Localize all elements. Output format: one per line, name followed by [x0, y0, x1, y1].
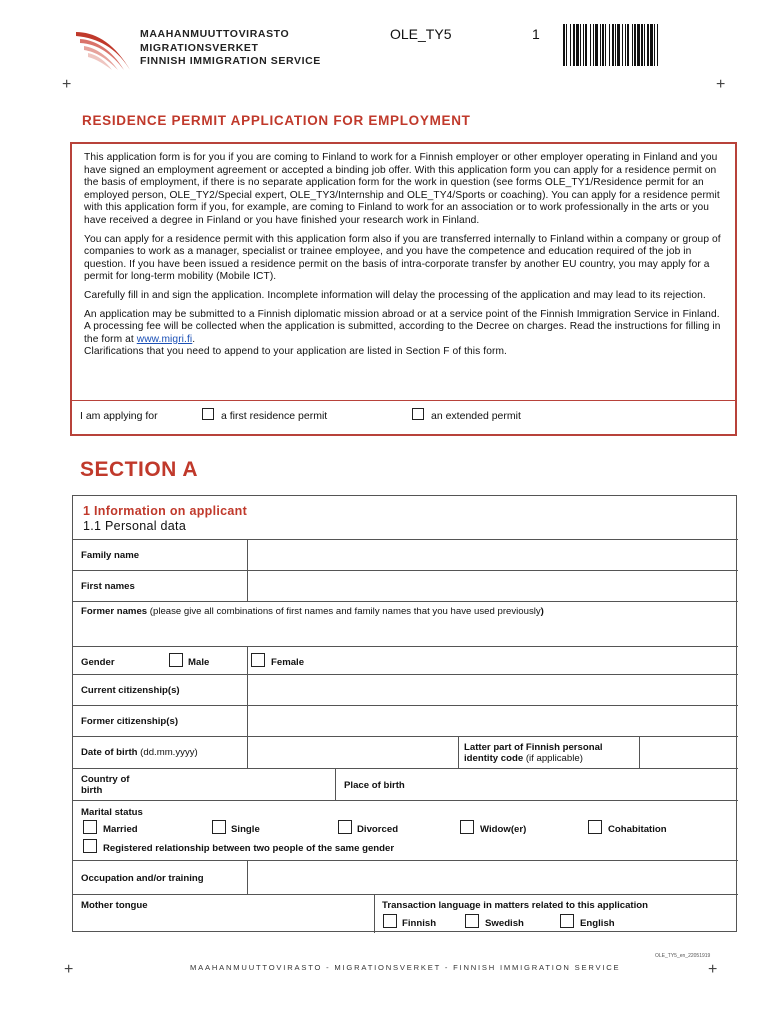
personal-identity-code-field[interactable]	[641, 737, 736, 767]
country-of-birth-line-2: birth	[81, 785, 103, 796]
cohabitation-label: Cohabitation	[608, 824, 667, 835]
page-number: 1	[532, 26, 540, 42]
swedish-label: Swedish	[485, 918, 524, 929]
pic-bold: identity code	[464, 753, 524, 764]
migri-link[interactable]: www.migri.fi	[136, 333, 193, 345]
first-names-field[interactable]	[249, 571, 736, 600]
form-version-code: OLE_TY5_en_22051919	[655, 953, 711, 959]
single-label: Single	[231, 824, 260, 835]
date-of-birth-label	[81, 747, 198, 758]
finnish-label: Finnish	[402, 918, 437, 929]
female-checkbox[interactable]	[251, 653, 265, 667]
occupation-field[interactable]	[249, 861, 736, 893]
footer-agency-line: MAAHANMUUTTOVIRASTO - MIGRATIONSVERKET - FINNISH IMMIGRATION SERVICE	[190, 963, 621, 972]
applying-for-label: I am applying for	[80, 410, 158, 422]
female-label: Female	[271, 657, 305, 668]
form-code: OLE_TY5	[390, 26, 452, 42]
former-citizenship-label: Former citizenship(s)	[81, 716, 179, 727]
former-citizenship-field[interactable]	[249, 706, 736, 735]
barcode	[563, 24, 735, 66]
place-of-birth-label: Place of birth	[344, 780, 405, 791]
registration-mark-top-right: +	[716, 76, 726, 93]
english-checkbox[interactable]	[560, 914, 574, 928]
place-of-birth-field[interactable]	[423, 769, 736, 799]
transaction-language-label: Transaction language in matters related to this application	[382, 900, 649, 911]
dob-note: (dd.mm.yyyy)	[137, 747, 198, 758]
pic-note: (if applicable)	[523, 753, 583, 764]
male-label: Male	[188, 657, 210, 668]
first-permit-checkbox[interactable]	[202, 408, 214, 420]
intro-paragraph-3: Carefully fill in and sign the application. Incomplete information will delay the processing of the application and may lead to its rejection.	[84, 289, 706, 301]
intro-paragraph-2: You can apply for a residence permit with this application form also if you are transferred internally to Finland within a company or group of companies to work as a manager, specialist or trainee employee, and you have the competence and education required of the job in question. If you have been issued a residence permit on the basis of intra-corporate transfer by another EU country, you may apply for a permit for long-term mobility (Mobile ICT).	[84, 233, 721, 283]
former-names-field[interactable]	[75, 620, 735, 644]
marital-status-label: Marital status	[81, 807, 143, 818]
intro-paragraph-4-text: An application may be submitted to a Finnish diplomatic mission abroad or at a service point of the Finnish Immigration Service in Finland. A processing fee will be collected when the application is submitted, according to the Decree on charges. Read the instructions for filling in the form at	[84, 308, 721, 345]
former-names-label	[81, 606, 544, 617]
gender-label: Gender	[81, 657, 115, 668]
personal-identity-code-label	[464, 742, 603, 764]
former-names-note: (please give all combinations of first names and family names that you have used previously	[147, 606, 541, 617]
cohabitation-checkbox[interactable]	[588, 820, 602, 834]
male-checkbox[interactable]	[169, 653, 183, 667]
married-label: Married	[103, 824, 138, 835]
divorced-checkbox[interactable]	[338, 820, 352, 834]
single-checkbox[interactable]	[212, 820, 226, 834]
section-a-title: SECTION A	[80, 458, 199, 481]
family-name-field[interactable]	[249, 540, 736, 569]
former-names-bold: Former names	[81, 606, 148, 617]
agency-name	[140, 28, 321, 69]
agency-name-fi: MAAHANMUUTTOVIRASTO	[140, 28, 290, 40]
swedish-checkbox[interactable]	[465, 914, 479, 928]
registered-relationship-checkbox[interactable]	[83, 839, 97, 853]
registration-mark-bottom-right: +	[708, 961, 718, 978]
date-of-birth-field[interactable]	[249, 737, 457, 767]
applying-for-row	[72, 400, 735, 435]
divorced-label: Divorced	[357, 824, 399, 835]
intro-box	[70, 142, 737, 436]
mother-tongue-label: Mother tongue	[81, 900, 148, 911]
country-of-birth-line-1: Country of	[81, 774, 130, 785]
extended-permit-checkbox[interactable]	[412, 408, 424, 420]
registration-mark-bottom-left: +	[64, 961, 74, 978]
registered-relationship-label: Registered relationship between two people of the same gender	[103, 843, 395, 854]
agency-logo	[74, 26, 138, 74]
widow-checkbox[interactable]	[460, 820, 474, 834]
widow-label: Widow(er)	[480, 824, 527, 835]
pic-line-2	[464, 753, 603, 764]
first-names-label: First names	[81, 581, 135, 592]
applicant-info-form	[72, 495, 737, 932]
registration-mark-top-left: +	[62, 76, 72, 93]
dob-bold: Date of birth	[81, 747, 138, 758]
current-citizenship-field[interactable]	[249, 675, 736, 704]
former-names-close: )	[540, 606, 544, 617]
country-of-birth-label	[81, 774, 130, 796]
intro-paragraph-5: Clarifications that you need to append to your application are listed in Section F of this form.	[84, 346, 507, 358]
subsection-heading: 1.1 Personal data	[83, 519, 187, 533]
intro-paragraph-4	[84, 309, 724, 347]
page-title: RESIDENCE PERMIT APPLICATION FOR EMPLOYMENT	[82, 113, 471, 128]
intro-paragraph-1: This application form is for you if you are coming to Finland to work for a Finnish employer or other employer operating in Finland and you have signed an employment agreement or accepted a binding job offer. With this application form you can apply for a residence permit on the basis of employment, if there is no separate application form for the work in question (see forms OLE_TY1/Residence permit for an employed person, OLE_TY2/Special expert, OLE_TY3/Internship and OLE_TY4/Sports or coaching). You can apply for a residence permit with this application form if you, for example, are coming to Finland to work for an association or to work professionally in the arts or you have received a degree in Finland or you have finished your research work in Finland.	[84, 152, 720, 226]
family-name-label: Family name	[81, 550, 140, 561]
intro-paragraph-4-end: .	[192, 333, 196, 345]
english-label: English	[580, 918, 615, 929]
pic-line-1: Latter part of Finnish personal	[464, 742, 603, 753]
intro-text	[84, 152, 724, 365]
mother-tongue-field[interactable]	[75, 912, 371, 932]
country-of-birth-field[interactable]	[142, 769, 334, 799]
agency-name-en: FINNISH IMMIGRATION SERVICE	[140, 55, 321, 67]
agency-name-sv: MIGRATIONSVERKET	[140, 41, 259, 54]
married-checkbox[interactable]	[83, 820, 97, 834]
current-citizenship-label: Current citizenship(s)	[81, 685, 180, 696]
finnish-checkbox[interactable]	[383, 914, 397, 928]
occupation-label: Occupation and/or training	[81, 873, 204, 884]
extended-permit-label: an extended permit	[431, 410, 521, 422]
first-permit-label: a first residence permit	[221, 410, 328, 422]
section-heading: 1 Information on applicant	[83, 504, 248, 518]
